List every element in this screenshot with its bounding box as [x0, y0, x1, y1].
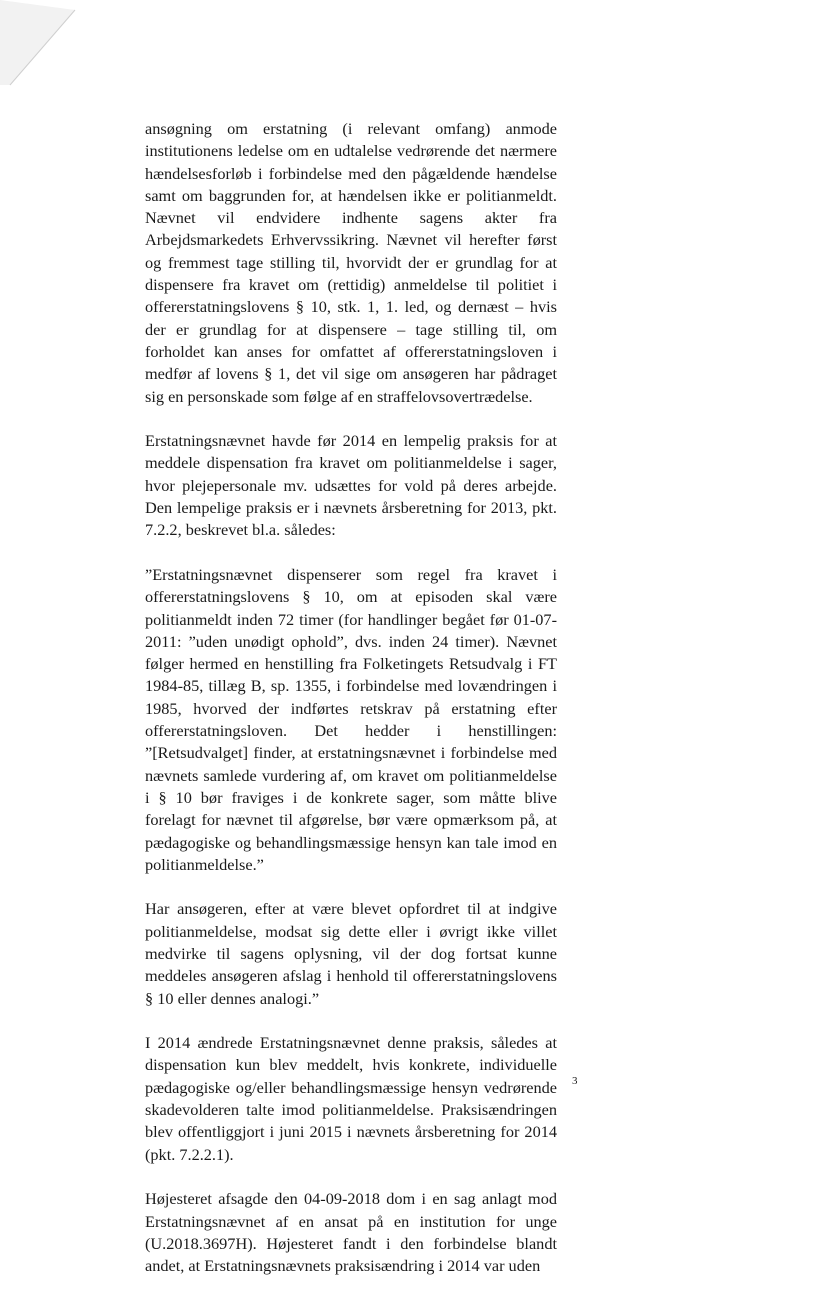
paragraph-quote-refusal: Har ansøgeren, efter at være blevet opfordret til at indgive politianmeldelse, modsat sig dette eller i øvrigt ikke villet medvirke til sagens oplysning, vil der dog fortsat kunne meddeles ansøgeren afslag i henhold til offererstatningslovens § 10 eller dennes analogi.”	[145, 899, 557, 1008]
paragraph-lenient-practice: Erstatningsnævnet havde før 2014 en lempelig praksis for at meddele dispensation fra kravet om politianmeldelse i sager, hvor plejepersonale mv. udsættes for vold på deres arbejde. Den lempelige praksis er i nævnets årsberetning for 2013, pkt. 7.2.2, beskrevet bl.a. således:	[145, 431, 557, 540]
paragraph-quote-dispensation: ”Erstatningsnævnet dispenserer som regel fra kravet i offererstatningslovens § 10, om at episoden skal være politianmeldt inden 72 timer (for handlinger begået før 01-07-2011: ”uden unødigt ophold”, dvs. inden 24 timer). Nævnet følger hermed en henstilling fra Folketingets Retsudvalg i FT 1984-85, tillæg B, sp. 1355, i forbindelse med lovændringen i 1985, hvorved der indførtes retskrav på erstatning efter offererstatningsloven. Det hedder i henstillingen: ”[Retsudvalget] finder, at erstatningsnævnet i forbindelse med nævnets samlede vurdering af, om kravet om politianmeldelse i § 10 bør fraviges i de konkrete sager, som måtte blive forelagt for nævnet til afgørelse, bør være opmærksom på, at pædagogiske og behandlingsmæssige hensyn kan tale imod en politianmeldelse.”	[145, 564, 557, 874]
document-body	[145, 118, 557, 1300]
paragraph-practice-change-2014: I 2014 ændrede Erstatningsnævnet denne praksis, således at dispensation kun blev meddelt, hvis konkrete, individuelle pædagogiske og/eller behandlingsmæssige hensyn vedrørende skadevolderen talte imod politianmeldelse. Praksisændringen blev offentliggjort i juni 2015 i nævnets årsberetning for 2014 (pkt. 7.2.2.1).	[145, 1033, 557, 1164]
paragraph-application-procedure: ansøgning om erstatning (i relevant omfang) anmode institutionens ledelse om en udtalelse vedrørende det nærmere hændelsesforløb i forbindelse med den pågældende hændelse samt om baggrunden for, at hændelsen ikke er politianmeldt. Nævnet vil endvidere indhente sagens akter fra Arbejdsmarkedets Erhvervssikring. Nævnet vil herefter først og fremmest tage stilling til, hvorvidt der er grundlag for at dispensere fra kravet om (rettidig) anmeldelse til politiet i offererstatningslovens § 10, stk. 1, 1. led, og dernæst – hvis der er grundlag for at dispensere – tage stilling til, om forholdet kan anses for omfattet af offererstatningsloven i medfør af lovens § 1, det vil sige om ansøgeren har pådraget sig en personskade som følge af en straffelovsovertrædelse.	[145, 119, 557, 406]
paragraph-supreme-court-ruling: Højesteret afsagde den 04-09-2018 dom i en sag anlagt mod Erstatningsnævnet af en ansat på en institution for unge (U.2018.3697H). Højesteret fandt i den forbindelse blandt andet, at Erstatningsnævnets praksisændring i 2014 var uden	[145, 1189, 557, 1276]
page-corner-fold	[0, 0, 80, 90]
page-number: 3	[572, 1075, 578, 1087]
